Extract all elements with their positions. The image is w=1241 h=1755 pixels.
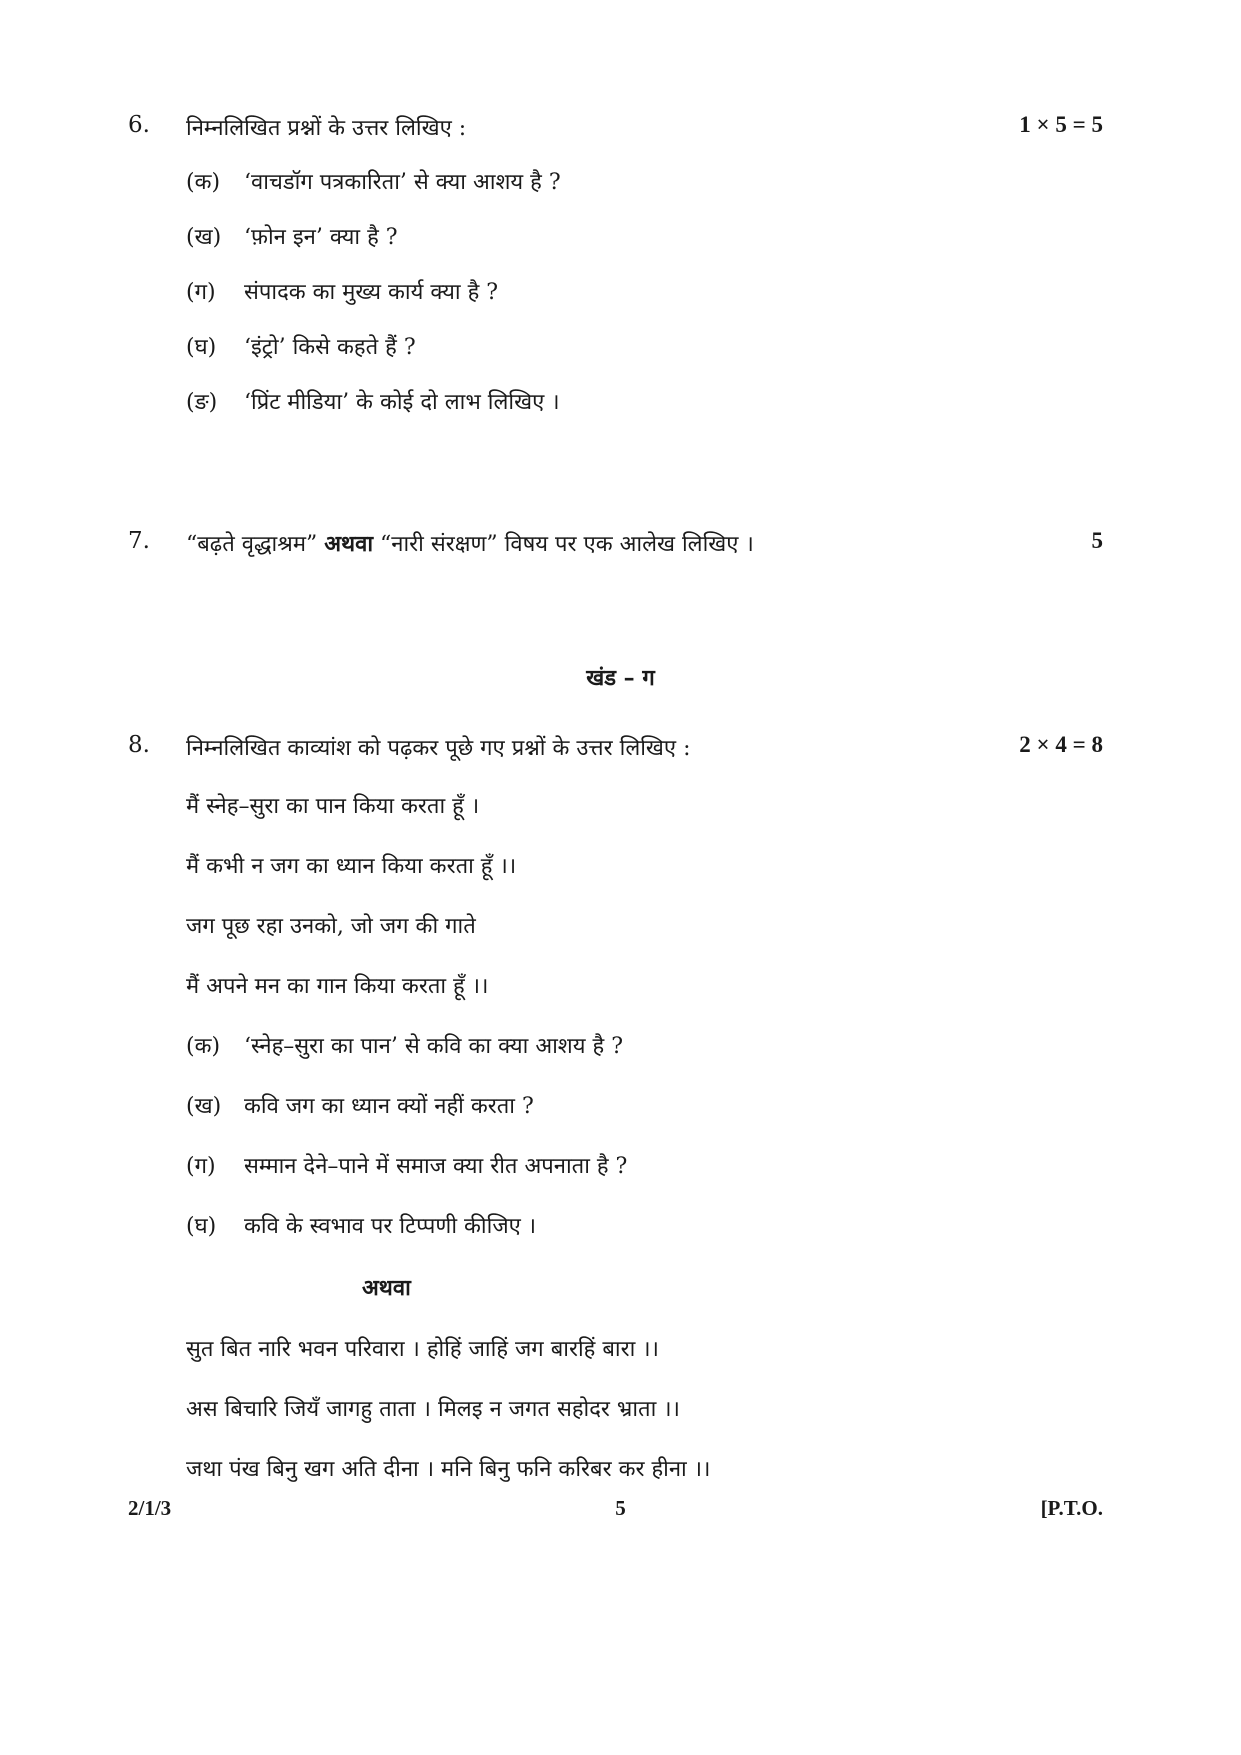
- paper-code: 2/1/3: [128, 1496, 172, 1520]
- q7-text: [186, 528, 754, 558]
- alt-poem-line: अस बिचारि जियँ जागहु ताता । मिलइ न जगत सहोदर भ्राता ।।: [186, 1397, 680, 1422]
- q6-item-c: [186, 276, 498, 306]
- item-label: (ग): [186, 280, 216, 305]
- q6-item-e: [186, 386, 560, 416]
- item-label: (ङ): [186, 390, 218, 415]
- poem-line: मैं कभी न जग का ध्यान किया करता हूँ ।।: [186, 854, 517, 879]
- section-heading: खंड – ग: [586, 665, 655, 691]
- q8-text: निम्नलिखित काव्यांश को पढ़कर पूछे गए प्रश्नों के उत्तर लिखिए :: [186, 736, 691, 761]
- item-label: (क): [186, 1034, 221, 1059]
- item-text: ‘इंट्रो’ किसे कहते हैं ?: [244, 335, 416, 360]
- q6-number: 6.: [128, 112, 150, 138]
- q8-item-c: [186, 1150, 627, 1180]
- q6-text: निम्नलिखित प्रश्नों के उत्तर लिखिए :: [186, 116, 467, 141]
- item-text: संपादक का मुख्य कार्य क्या है ?: [244, 280, 499, 305]
- q7-or: अथवा: [324, 531, 374, 557]
- alt-poem-line: जथा पंख बिनु खग अति दीना । मनि बिनु फनि करिबर कर हीना ।।: [186, 1457, 711, 1482]
- item-text: सम्मान देने–पाने में समाज क्या रीत अपनाता है ?: [244, 1154, 628, 1179]
- q7-topic-1: “बढ़ते वृद्धाश्रम”: [186, 532, 318, 557]
- q6-marks: 1 × 5 = 5: [1019, 112, 1103, 137]
- alt-poem-line: सुत बित नारि भवन परिवारा । होहिं जाहिं जग बारहिं बारा ।।: [186, 1337, 659, 1362]
- q6-item-b: [186, 221, 398, 251]
- poem-line: मैं अपने मन का गान किया करता हूँ ।।: [186, 974, 489, 999]
- item-label: (क): [186, 170, 221, 195]
- item-text: कवि के स्वभाव पर टिप्पणी कीजिए ।: [244, 1214, 537, 1239]
- q6-item-a: [186, 166, 561, 196]
- page-number: 5: [615, 1496, 626, 1520]
- q6-item-d: [186, 331, 416, 361]
- q8-item-d: [186, 1210, 536, 1240]
- item-label: (ख): [186, 225, 222, 250]
- item-text: ‘फ़ोन इन’ क्या है ?: [244, 225, 398, 250]
- q8-item-b: [186, 1090, 534, 1120]
- item-label: (घ): [186, 1214, 217, 1239]
- q7-number: 7.: [128, 528, 150, 554]
- q7-marks: 5: [1091, 528, 1103, 553]
- item-text: ‘वाचडॉग पत्रकारिता’ से क्या आशय है ?: [244, 170, 561, 195]
- q7-topic-2: “नारी संरक्षण” विषय पर एक आलेख लिखिए ।: [380, 532, 754, 557]
- q8-number: 8.: [128, 732, 150, 758]
- pto-label: [P.T.O.: [1040, 1496, 1103, 1520]
- item-label: (घ): [186, 335, 217, 360]
- item-label: (ख): [186, 1094, 222, 1119]
- poem-line: मैं स्नेह–सुरा का पान किया करता हूँ ।: [186, 794, 480, 819]
- or-heading: अथवा: [362, 1275, 411, 1301]
- poem-line: जग पूछ रहा उनको, जो जग की गाते: [186, 914, 476, 939]
- item-text: ‘स्नेह–सुरा का पान’ से कवि का क्या आशय है ?: [244, 1034, 623, 1059]
- q8-item-a: [186, 1030, 623, 1060]
- item-label: (ग): [186, 1154, 216, 1179]
- q8-marks: 2 × 4 = 8: [1019, 732, 1103, 757]
- item-text: कवि जग का ध्यान क्यों नहीं करता ?: [244, 1094, 534, 1119]
- item-text: ‘प्रिंट मीडिया’ के कोई दो लाभ लिखिए ।: [244, 390, 560, 415]
